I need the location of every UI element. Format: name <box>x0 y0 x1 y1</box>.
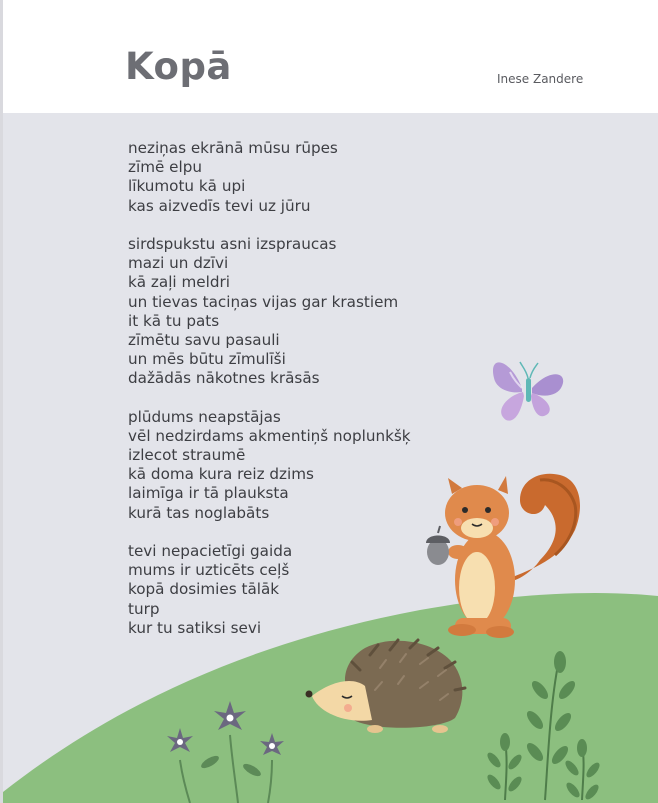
poem-line: mazi un dzīvi <box>128 254 229 273</box>
poem-line: turp <box>128 599 160 618</box>
poem-line: kur tu satiksi sevi <box>128 618 262 637</box>
poem-line: kurā tas noglabāts <box>128 503 270 522</box>
poem-line: laimīga ir tā plauksta <box>128 484 289 503</box>
poem-line: izlecot straumē <box>128 446 246 464</box>
poem-title: Kopā <box>125 45 232 88</box>
poem-line: zīmētu savu pasauli <box>128 330 280 349</box>
butterfly-icon <box>493 362 563 421</box>
poem-line: vēl nedzirdams akmentiņš noplunkšķ <box>128 426 411 445</box>
stanza-3 <box>128 408 411 523</box>
poem-line: mums ir uzticēts ceļš <box>128 561 290 580</box>
stanza-gap <box>128 523 411 542</box>
stanza-gap <box>128 388 411 407</box>
poem-line: kā doma kura reiz dzims <box>128 465 314 484</box>
squirrel-tail <box>505 474 580 582</box>
poem-line: neziņas ekrānā mūsu rūpes <box>128 139 338 157</box>
poem-line: un mēs būtu zīmulīši <box>128 350 286 369</box>
stanza-1 <box>128 139 411 216</box>
poem-text <box>128 139 411 638</box>
poem-line: tevi nepacietīgi gaida <box>128 541 293 560</box>
poem-author: Inese Zandere <box>497 72 584 86</box>
stanza-gap <box>128 216 411 235</box>
squirrel-belly <box>459 552 495 624</box>
acorn-icon <box>426 526 450 565</box>
poem-line: kas aizvedīs tevi uz jūru <box>128 196 311 215</box>
poem-line: kā zaļi meldri <box>128 273 230 292</box>
poem-line: sirdspukstu asni izspraucas <box>128 234 337 253</box>
poem-line: it kā tu pats <box>128 311 220 330</box>
poem-line: un tievas taciņas vijas gar krastiem <box>128 292 399 311</box>
poem-line: dažādās nākotnes krāsās <box>128 369 320 388</box>
poem-line: kopā dosimies tālāk <box>128 580 280 599</box>
poem-line: plūdums neapstājas <box>128 407 281 426</box>
poem-line: līkumotu kā upi <box>128 177 246 196</box>
stanza-2 <box>128 235 411 389</box>
poem-line: zīmē elpu <box>128 158 202 177</box>
stanza-4 <box>128 542 411 638</box>
